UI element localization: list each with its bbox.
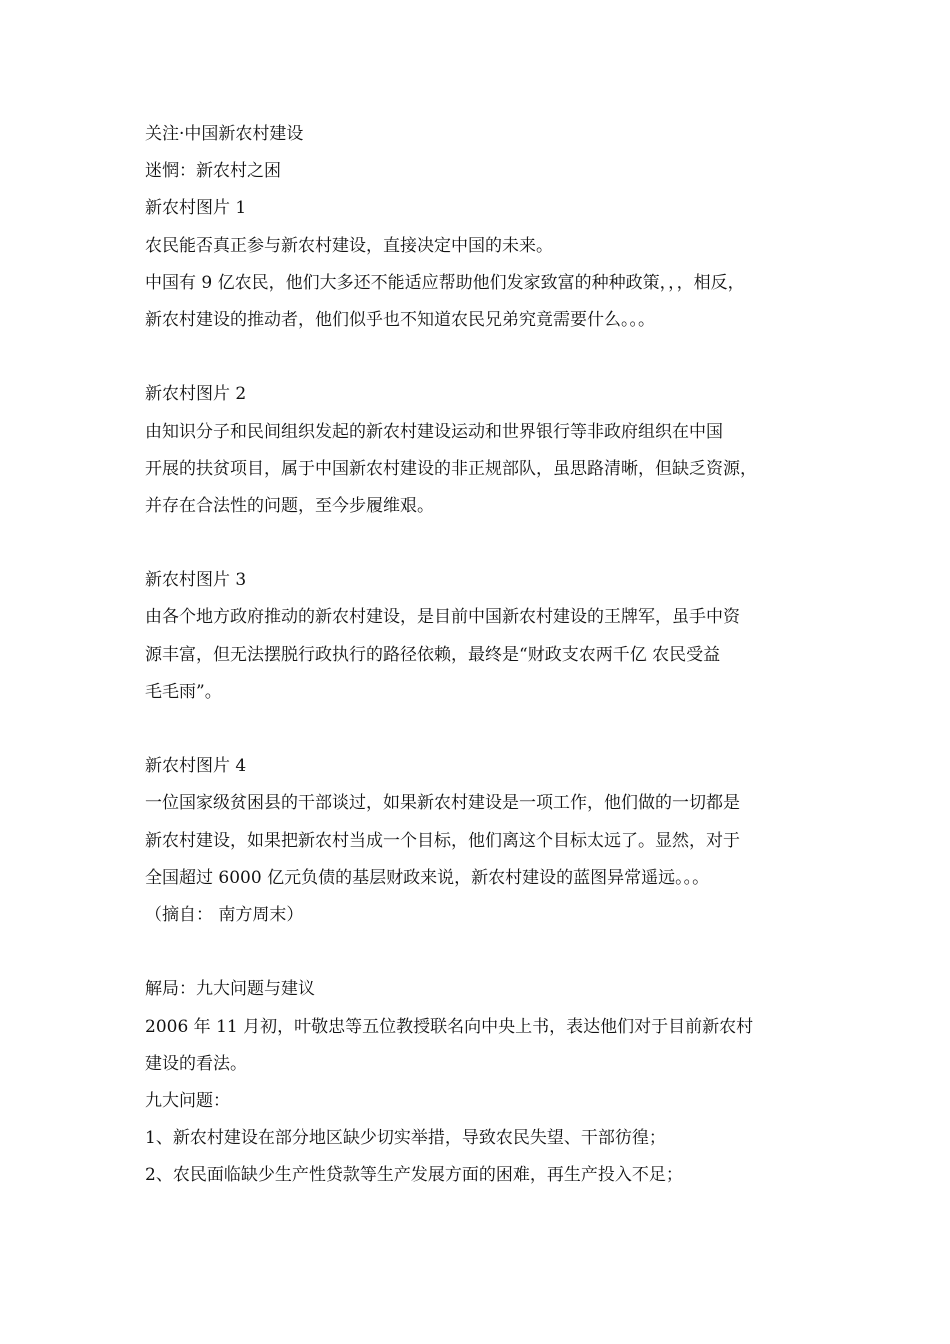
paragraph-line: 一位国家级贫困县的干部谈过，如果新农村建设是一项工作，他们做的一切都是 xyxy=(145,793,740,814)
photo-caption: 新农村图片 3 xyxy=(145,570,247,591)
paragraph-line: 新农村建设，如果把新农村当成一个目标，他们离这个目标太远了。显然，对于 xyxy=(145,830,740,851)
paragraph-line: 源丰富，但无法摆脱行政执行的路径依赖，最终是“财政支农两千亿 农民受益 xyxy=(145,644,721,665)
paragraph-line: 毛毛雨”。 xyxy=(145,681,222,702)
section-title: 解局：九大问题与建议 xyxy=(145,979,315,1000)
paragraph-line: 开展的扶贫项目，属于中国新农村建设的非正规部队，虽思路清晰，但缺乏资源， xyxy=(145,458,757,479)
source-note: （摘自： 南方周末） xyxy=(145,904,304,925)
paragraph-line: 2006 年 11 月初，叶敬忠等五位教授联名向中央上书，表达他们对于目前新农村 xyxy=(145,1016,754,1037)
spacer xyxy=(145,711,810,748)
paragraph-line: 并存在合法性的问题，至今步履维艰。 xyxy=(145,495,434,516)
document-header: 关注·中国新农村建设 xyxy=(145,124,304,144)
paragraph-line: 新农村建设的推动者，他们似乎也不知道农民兄弟究竟需要什么。。。 xyxy=(145,309,655,330)
photo-caption: 新农村图片 1 xyxy=(145,198,247,219)
paragraph-line: 建设的看法。 xyxy=(145,1053,247,1074)
paragraph-line: 全国超过 6000 亿元负债的基层财政来说，新农村建设的蓝图异常遥远。。。 xyxy=(145,867,710,888)
list-item: 1、新农村建设在部分地区缺少切实举措，导致农民失望、干部彷徨； xyxy=(145,1128,666,1149)
list-heading: 九大问题： xyxy=(145,1090,230,1111)
paragraph-line: 农民能否真正参与新农村建设，直接决定中国的未来。 xyxy=(145,235,553,256)
spacer xyxy=(145,339,810,376)
spacer xyxy=(145,525,810,562)
section-title: 迷惘：新农村之困 xyxy=(145,161,281,182)
paragraph-line: 由知识分子和民间组织发起的新农村建设运动和世界银行等非政府组织在中国 xyxy=(145,421,723,442)
paragraph-line: 中国有 9 亿农民，他们大多还不能适应帮助他们发家致富的种种政策，，，相反， xyxy=(145,272,745,293)
paragraph-line: 由各个地方政府推动的新农村建设，是目前中国新农村建设的王牌军，虽手中资 xyxy=(145,607,740,628)
document-body xyxy=(145,116,810,1194)
list-item: 2、农民面临缺少生产性贷款等生产发展方面的困难，再生产投入不足； xyxy=(145,1165,683,1186)
photo-caption: 新农村图片 4 xyxy=(145,756,247,777)
spacer xyxy=(145,934,810,971)
photo-caption: 新农村图片 2 xyxy=(145,384,247,405)
